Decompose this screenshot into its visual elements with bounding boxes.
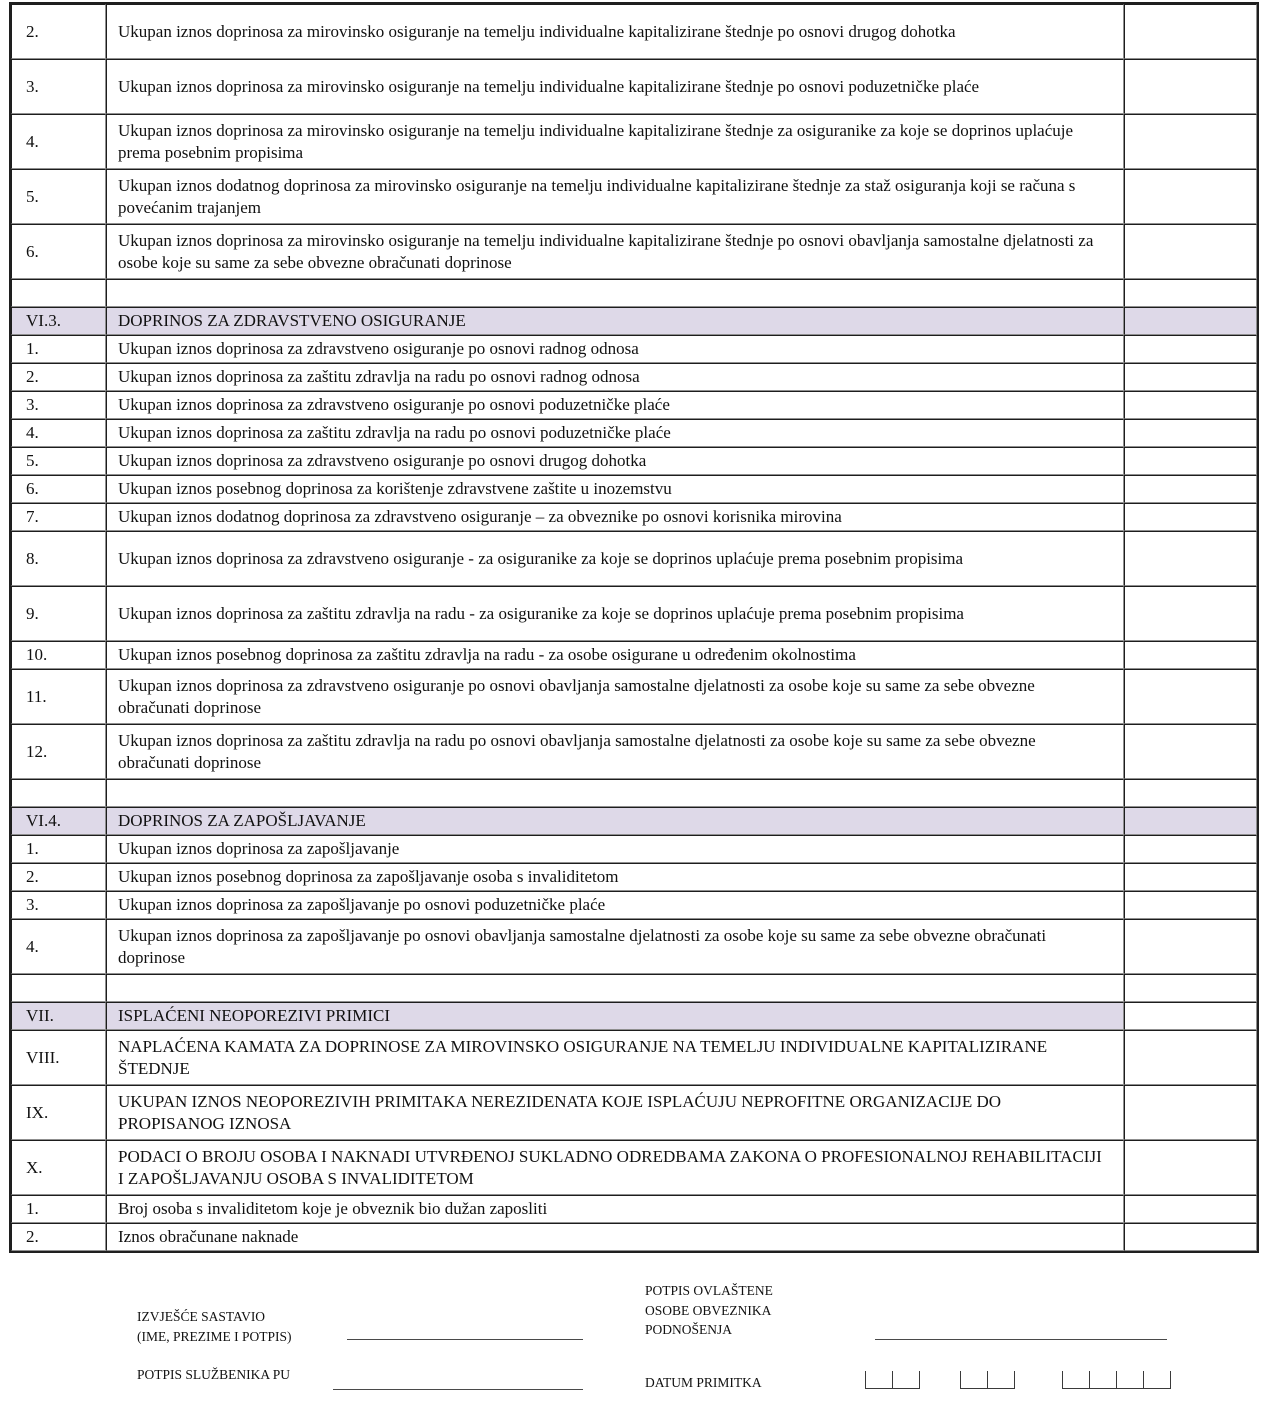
- row-description-cell: [106, 279, 1124, 307]
- amount-value-cell[interactable]: [1124, 169, 1257, 224]
- table-row: [11, 641, 1257, 669]
- row-number-cell: 9.: [11, 586, 106, 641]
- date-digit-cell[interactable]: [1143, 1371, 1171, 1389]
- row-description-cell: Ukupan iznos posebnog doprinosa za zaštitu zdravlja na radu - za osobe osigurane u određenim okolnostima: [106, 641, 1124, 669]
- table-row: [11, 891, 1257, 919]
- row-description-cell: Ukupan iznos doprinosa za zapošljavanje po osnovi poduzetničke plaće: [106, 891, 1124, 919]
- row-description-cell: Ukupan iznos posebnog doprinosa za korištenje zdravstvene zaštite u inozemstvu: [106, 475, 1124, 503]
- table-row: [11, 724, 1257, 779]
- amount-value-cell[interactable]: [1124, 224, 1257, 279]
- table-row: [11, 1085, 1257, 1140]
- row-number-cell: X.: [11, 1140, 106, 1195]
- table-row: [11, 1140, 1257, 1195]
- authorized-person-signature-line[interactable]: [875, 1321, 1167, 1340]
- table-row: [11, 391, 1257, 419]
- authorized-person-label-line1: POTPIS OVLAŠTENE: [645, 1283, 773, 1298]
- table-row: [11, 1195, 1257, 1223]
- amount-value-cell[interactable]: [1124, 419, 1257, 447]
- row-number-cell: 4.: [11, 419, 106, 447]
- section-header-row: [11, 307, 1257, 335]
- table-row: [11, 335, 1257, 363]
- spacer-row: [11, 974, 1257, 1002]
- table-row: [11, 919, 1257, 974]
- row-number-cell: 12.: [11, 724, 106, 779]
- row-number-cell: [11, 974, 106, 1002]
- table-row: [11, 363, 1257, 391]
- contributions-table: [9, 2, 1259, 1253]
- amount-value-cell[interactable]: [1124, 363, 1257, 391]
- section-header-row: [11, 1002, 1257, 1030]
- spacer-row: [11, 279, 1257, 307]
- row-number-cell: 1.: [11, 1195, 106, 1223]
- date-digit-cell[interactable]: [987, 1371, 1015, 1389]
- row-description-cell: [106, 779, 1124, 807]
- amount-value-cell[interactable]: [1124, 1223, 1257, 1251]
- table-row: [11, 419, 1257, 447]
- amount-value-cell[interactable]: [1124, 1085, 1257, 1140]
- row-number-cell: 8.: [11, 531, 106, 586]
- row-number-cell: 6.: [11, 224, 106, 279]
- pu-officer-label: [137, 1365, 290, 1385]
- authorized-person-label-line3: PODNOŠENJA: [645, 1322, 733, 1338]
- amount-value-cell[interactable]: [1124, 1002, 1257, 1030]
- section-header-row: [11, 807, 1257, 835]
- row-description-cell: Ukupan iznos doprinosa za mirovinsko osiguranje na temelju individualne kapitalizirane štednje po osnovi drugog dohotka: [106, 4, 1124, 59]
- amount-value-cell: [1124, 279, 1257, 307]
- amount-value-cell[interactable]: [1124, 114, 1257, 169]
- table-row: [11, 531, 1257, 586]
- section-title-cell: DOPRINOS ZA ZAPOŠLJAVANJE: [106, 807, 1124, 835]
- date-digit-cell[interactable]: [892, 1371, 920, 1389]
- amount-value-cell[interactable]: [1124, 4, 1257, 59]
- row-number-cell: VI.3.: [11, 307, 106, 335]
- amount-value-cell: [1124, 779, 1257, 807]
- authorized-person-label-line2: OSOBE OBVEZNIKA: [645, 1302, 772, 1318]
- amount-value-cell[interactable]: [1124, 641, 1257, 669]
- row-description-cell: Ukupan iznos doprinosa za zapošljavanje: [106, 835, 1124, 863]
- report-author-label: [137, 1307, 292, 1346]
- date-digit-cell[interactable]: [1062, 1371, 1089, 1389]
- signature-footer: [0, 1253, 1261, 1399]
- table-row: [11, 1223, 1257, 1251]
- row-description-cell: Broj osoba s invaliditetom koje je obveznik bio dužan zaposliti: [106, 1195, 1124, 1223]
- row-description-cell: Ukupan iznos doprinosa za zaštitu zdravlja na radu po osnovi poduzetničke plaće: [106, 419, 1124, 447]
- row-description-cell: Ukupan iznos doprinosa za zdravstveno osiguranje - za osiguranike za koje se doprinos uplaćuje prema posebnim propisima: [106, 531, 1124, 586]
- row-number-cell: 1.: [11, 335, 106, 363]
- amount-value-cell[interactable]: [1124, 919, 1257, 974]
- amount-value-cell[interactable]: [1124, 59, 1257, 114]
- row-number-cell: 2.: [11, 863, 106, 891]
- row-number-cell: 5.: [11, 169, 106, 224]
- amount-value-cell[interactable]: [1124, 586, 1257, 641]
- row-description-cell: Ukupan iznos doprinosa za zdravstveno osiguranje po osnovi drugog dohotka: [106, 447, 1124, 475]
- amount-value-cell[interactable]: [1124, 1195, 1257, 1223]
- row-number-cell: 3.: [11, 391, 106, 419]
- table-row: [11, 1030, 1257, 1085]
- row-description-cell: Ukupan iznos doprinosa za mirovinsko osiguranje na temelju individualne kapitalizirane štednje po osnovi obavljanja samostalne djelatnosti za osobe koje su same za sebe obvezne obračunati doprinose: [106, 224, 1124, 279]
- date-group-month: [960, 1371, 1015, 1388]
- amount-value-cell: [1124, 807, 1257, 835]
- table-row: [11, 447, 1257, 475]
- amount-value-cell[interactable]: [1124, 475, 1257, 503]
- amount-value-cell[interactable]: [1124, 863, 1257, 891]
- table-row: [11, 224, 1257, 279]
- section-title-cell: ISPLAĆENI NEOPOREZIVI PRIMICI: [106, 1002, 1124, 1030]
- row-description-cell: Ukupan iznos doprinosa za zaštitu zdravlja na radu po osnovi radnog odnosa: [106, 363, 1124, 391]
- row-number-cell: VII.: [11, 1002, 106, 1030]
- row-description-cell: UKUPAN IZNOS NEOPOREZIVIH PRIMITAKA NEREZIDENATA KOJE ISPLAĆUJU NEPROFITNE ORGANIZACIJE DO PROPISANOG IZNOSA: [106, 1085, 1124, 1140]
- row-number-cell: 7.: [11, 503, 106, 531]
- row-number-cell: 6.: [11, 475, 106, 503]
- row-number-cell: VIII.: [11, 1030, 106, 1085]
- row-number-cell: [11, 279, 106, 307]
- amount-value-cell[interactable]: [1124, 503, 1257, 531]
- row-description-cell: Iznos obračunane naknade: [106, 1223, 1124, 1251]
- pu-officer-signature-line[interactable]: [333, 1371, 583, 1390]
- table-row: [11, 475, 1257, 503]
- row-number-cell: 3.: [11, 59, 106, 114]
- table-row: [11, 863, 1257, 891]
- table-row: [11, 669, 1257, 724]
- report-author-label-line1: IZVJEŠĆE SASTAVIO: [137, 1309, 266, 1324]
- row-description-cell: [106, 974, 1124, 1002]
- report-author-signature-line[interactable]: [347, 1321, 583, 1340]
- receipt-date-label: [645, 1373, 762, 1393]
- amount-value-cell[interactable]: [1124, 531, 1257, 586]
- pu-officer-label-text: POTPIS SLUŽBENIKA PU: [137, 1367, 291, 1382]
- amount-value-cell[interactable]: [1124, 724, 1257, 779]
- date-digit-cell[interactable]: [1116, 1371, 1143, 1389]
- authorized-person-label: [645, 1281, 773, 1340]
- amount-value-cell: [1124, 974, 1257, 1002]
- row-number-cell: VI.4.: [11, 807, 106, 835]
- row-description-cell: NAPLAĆENA KAMATA ZA DOPRINOSE ZA MIROVINSKO OSIGURANJE NA TEMELJU INDIVIDUALNE KAPITALIZIRANE ŠTEDNJE: [106, 1030, 1124, 1085]
- table-row: [11, 4, 1257, 59]
- row-number-cell: 2.: [11, 1223, 106, 1251]
- table-row: [11, 59, 1257, 114]
- row-description-cell: Ukupan iznos doprinosa za zdravstveno osiguranje po osnovi radnog odnosa: [106, 335, 1124, 363]
- row-number-cell: 2.: [11, 4, 106, 59]
- amount-value-cell[interactable]: [1124, 891, 1257, 919]
- row-description-cell: Ukupan iznos posebnog doprinosa za zapošljavanje osoba s invaliditetom: [106, 863, 1124, 891]
- spacer-row: [11, 779, 1257, 807]
- row-number-cell: 5.: [11, 447, 106, 475]
- row-number-cell: 10.: [11, 641, 106, 669]
- table-row: [11, 114, 1257, 169]
- date-group-day: [865, 1371, 920, 1388]
- row-number-cell: IX.: [11, 1085, 106, 1140]
- row-description-cell: Ukupan iznos doprinosa za zapošljavanje po osnovi obavljanja samostalne djelatnosti za osobe koje su same za sebe obvezne obračunati doprinose: [106, 919, 1124, 974]
- amount-value-cell[interactable]: [1124, 335, 1257, 363]
- row-description-cell: Ukupan iznos dodatnog doprinosa za mirovinsko osiguranje na temelju individualne kapitalizirane štednje za staž osiguranja koji se računa s povećanim trajanjem: [106, 169, 1124, 224]
- amount-value-cell[interactable]: [1124, 1030, 1257, 1085]
- row-description-cell: Ukupan iznos doprinosa za zaštitu zdravlja na radu - za osiguranike za koje se doprinos uplaćuje prema posebnim propisima: [106, 586, 1124, 641]
- row-description-cell: Ukupan iznos doprinosa za zdravstveno osiguranje po osnovi obavljanja samostalne djelatnosti za osobe koje su same za sebe obvezne obračunati doprinose: [106, 669, 1124, 724]
- table-row: [11, 169, 1257, 224]
- row-description-cell: Ukupan iznos dodatnog doprinosa za zdravstveno osiguranje – za obveznike po osnovi korisnika mirovina: [106, 503, 1124, 531]
- table-row: [11, 835, 1257, 863]
- date-group-year: [1062, 1371, 1171, 1388]
- amount-value-cell: [1124, 307, 1257, 335]
- row-number-cell: 4.: [11, 919, 106, 974]
- row-number-cell: 11.: [11, 669, 106, 724]
- row-description-cell: Ukupan iznos doprinosa za zdravstveno osiguranje po osnovi poduzetničke plaće: [106, 391, 1124, 419]
- amount-value-cell[interactable]: [1124, 447, 1257, 475]
- receipt-date-label-text: DATUM PRIMITKA: [645, 1375, 762, 1390]
- row-number-cell: 1.: [11, 835, 106, 863]
- row-number-cell: 2.: [11, 363, 106, 391]
- report-author-label-line2: (IME, PREZIME I POTPIS): [137, 1328, 292, 1344]
- row-description-cell: Ukupan iznos doprinosa za mirovinsko osiguranje na temelju individualne kapitalizirane štednje za osiguranike za koje se doprinos uplaćuje prema posebnim propisima: [106, 114, 1124, 169]
- amount-value-cell[interactable]: [1124, 835, 1257, 863]
- amount-value-cell[interactable]: [1124, 391, 1257, 419]
- amount-value-cell[interactable]: [1124, 669, 1257, 724]
- row-number-cell: 4.: [11, 114, 106, 169]
- row-description-cell: Ukupan iznos doprinosa za zaštitu zdravlja na radu po osnovi obavljanja samostalne djelatnosti za osobe koje su same za sebe obvezne obračunati doprinose: [106, 724, 1124, 779]
- row-number-cell: 3.: [11, 891, 106, 919]
- date-digit-cell[interactable]: [1089, 1371, 1116, 1389]
- table-row: [11, 586, 1257, 641]
- row-description-cell: Ukupan iznos doprinosa za mirovinsko osiguranje na temelju individualne kapitalizirane štednje po osnovi poduzetničke plaće: [106, 59, 1124, 114]
- section-title-cell: DOPRINOS ZA ZDRAVSTVENO OSIGURANJE: [106, 307, 1124, 335]
- table-row: [11, 503, 1257, 531]
- date-digit-cell[interactable]: [865, 1371, 892, 1389]
- row-description-cell: PODACI O BROJU OSOBA I NAKNADI UTVRĐENOJ SUKLADNO ODREDBAMA ZAKONA O PROFESIONALNOJ REHABILITACIJI I ZAPOŠLJAVANJU OSOBA S INVALIDITETOM: [106, 1140, 1124, 1195]
- amount-value-cell[interactable]: [1124, 1140, 1257, 1195]
- row-number-cell: [11, 779, 106, 807]
- date-digit-cell[interactable]: [960, 1371, 987, 1389]
